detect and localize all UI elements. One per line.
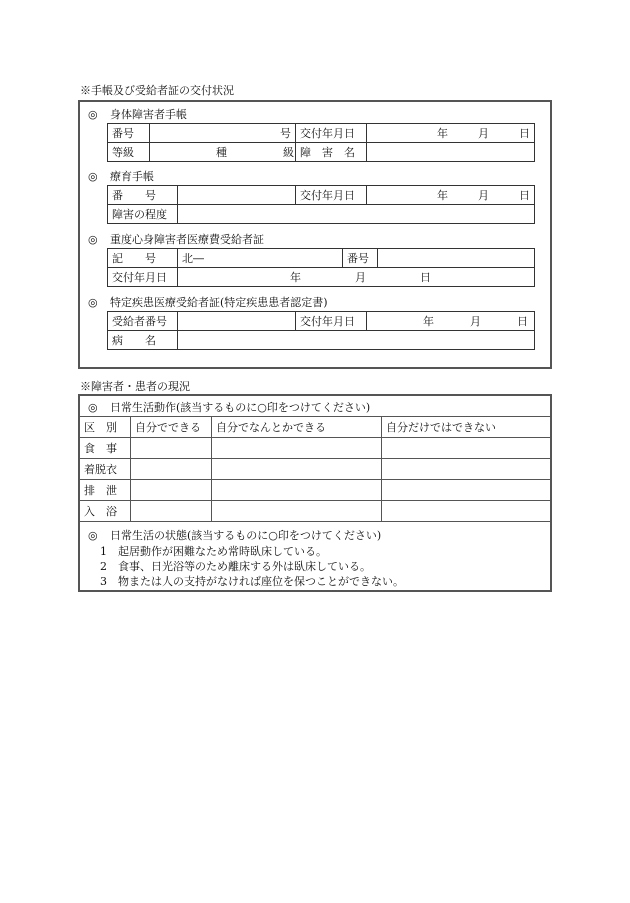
number-label: 番号 (108, 124, 150, 143)
table-row (80, 459, 552, 480)
column-header-manage: 自分でなんとかできる (212, 417, 382, 438)
status-option-2[interactable]: 2 食事、日光浴等のため離床する外は臥床している。 (100, 560, 371, 573)
ryoiku-handbook-table (107, 185, 535, 224)
double-circle-icon: ◎ (88, 233, 98, 246)
cell-excretion-can-do[interactable] (131, 480, 212, 501)
cell-excretion-manage[interactable] (212, 480, 382, 501)
double-circle-icon: ◎ (88, 529, 98, 542)
cell-eating-can-do[interactable] (131, 438, 212, 459)
row-label-eating: 食 事 (80, 438, 131, 459)
cell-eating-cannot[interactable] (382, 438, 552, 459)
disease-name-label: 病 名 (108, 331, 178, 350)
issue-date-label: 交付年月日 (296, 124, 367, 143)
cell-dressing-cannot[interactable] (382, 459, 552, 480)
cell-bathing-can-do[interactable] (131, 501, 212, 522)
physical-handbook-table (107, 123, 535, 162)
ryoiku-handbook-title: ◎ 療育手帳 (88, 170, 154, 183)
recipient-number-label: 受給者番号 (108, 312, 178, 331)
specific-issue-date-label: 交付年月日 (296, 312, 367, 331)
daily-status-title: ◎ 日常生活の状態(該当するものに○印をつけてください) (88, 529, 382, 542)
disease-name-field[interactable] (178, 331, 535, 350)
cell-excretion-cannot[interactable] (382, 480, 552, 501)
double-circle-icon: ◎ (88, 108, 98, 121)
cell-dressing-can-do[interactable] (131, 459, 212, 480)
row-label-bathing: 入 浴 (80, 501, 131, 522)
ryoiku-number-field[interactable] (178, 186, 296, 205)
grade-field[interactable]: 種 級 (150, 143, 296, 162)
table-row (80, 480, 552, 501)
status-option-1[interactable]: 1 起居動作が困難なため常時臥床している。 (100, 545, 327, 558)
cell-bathing-manage[interactable] (212, 501, 382, 522)
ryoiku-issue-date-label: 交付年月日 (296, 186, 367, 205)
degree-label: 障害の程度 (108, 205, 178, 224)
disability-name-field[interactable] (367, 143, 535, 162)
severe-number-field[interactable] (378, 249, 535, 268)
symbol-field[interactable]: 北― (178, 249, 343, 268)
section1-heading: ※手帳及び受給者証の交付状況 (80, 84, 234, 97)
symbol-label: 記 号 (108, 249, 178, 268)
status-option-3[interactable]: 3 物または人の支持がなければ座位を保つことができない。 (100, 575, 404, 588)
recipient-number-field[interactable] (178, 312, 296, 331)
severe-certificate-title: ◎ 重度心身障害者医療費受給者証 (88, 233, 264, 246)
cell-bathing-cannot[interactable] (382, 501, 552, 522)
severe-issue-date-label: 交付年月日 (108, 268, 178, 287)
cell-dressing-manage[interactable] (212, 459, 382, 480)
adl-header-row (80, 417, 552, 438)
column-header-category: 区 別 (80, 417, 131, 438)
severe-issue-date-field[interactable]: 年 月 日 (178, 268, 535, 287)
specific-disease-table (107, 311, 535, 350)
number-field[interactable]: 号 (150, 124, 296, 143)
row-label-excretion: 排 泄 (80, 480, 131, 501)
adl-table (79, 416, 552, 522)
table-row (80, 501, 552, 522)
grade-label: 等級 (108, 143, 150, 162)
degree-field[interactable] (178, 205, 535, 224)
ryoiku-issue-date-field[interactable]: 年 月 日 (367, 186, 535, 205)
ryoiku-number-label: 番 号 (108, 186, 178, 205)
double-circle-icon: ◎ (88, 296, 98, 309)
cell-eating-manage[interactable] (212, 438, 382, 459)
issue-date-field[interactable]: 年 月 日 (367, 124, 535, 143)
section2-heading: ※障害者・患者の現況 (80, 380, 190, 393)
table-row (80, 438, 552, 459)
specific-issue-date-field[interactable]: 年 月 日 (367, 312, 535, 331)
disability-name-label: 障 害 名 (296, 143, 367, 162)
row-label-dressing: 着脱衣 (80, 459, 131, 480)
specific-disease-title: ◎ 特定疾患医療受給者証(特定疾患患者認定書) (88, 296, 328, 309)
severe-certificate-table (107, 248, 535, 287)
column-header-cannot: 自分だけではできない (382, 417, 552, 438)
severe-number-label: 番号 (343, 249, 378, 268)
adl-title: ◎ 日常生活動作(該当するものに○印をつけてください) (88, 401, 371, 414)
physical-handbook-title: ◎ 身体障害者手帳 (88, 108, 187, 121)
double-circle-icon: ◎ (88, 401, 98, 414)
double-circle-icon: ◎ (88, 170, 98, 183)
column-header-can-do: 自分でできる (131, 417, 212, 438)
